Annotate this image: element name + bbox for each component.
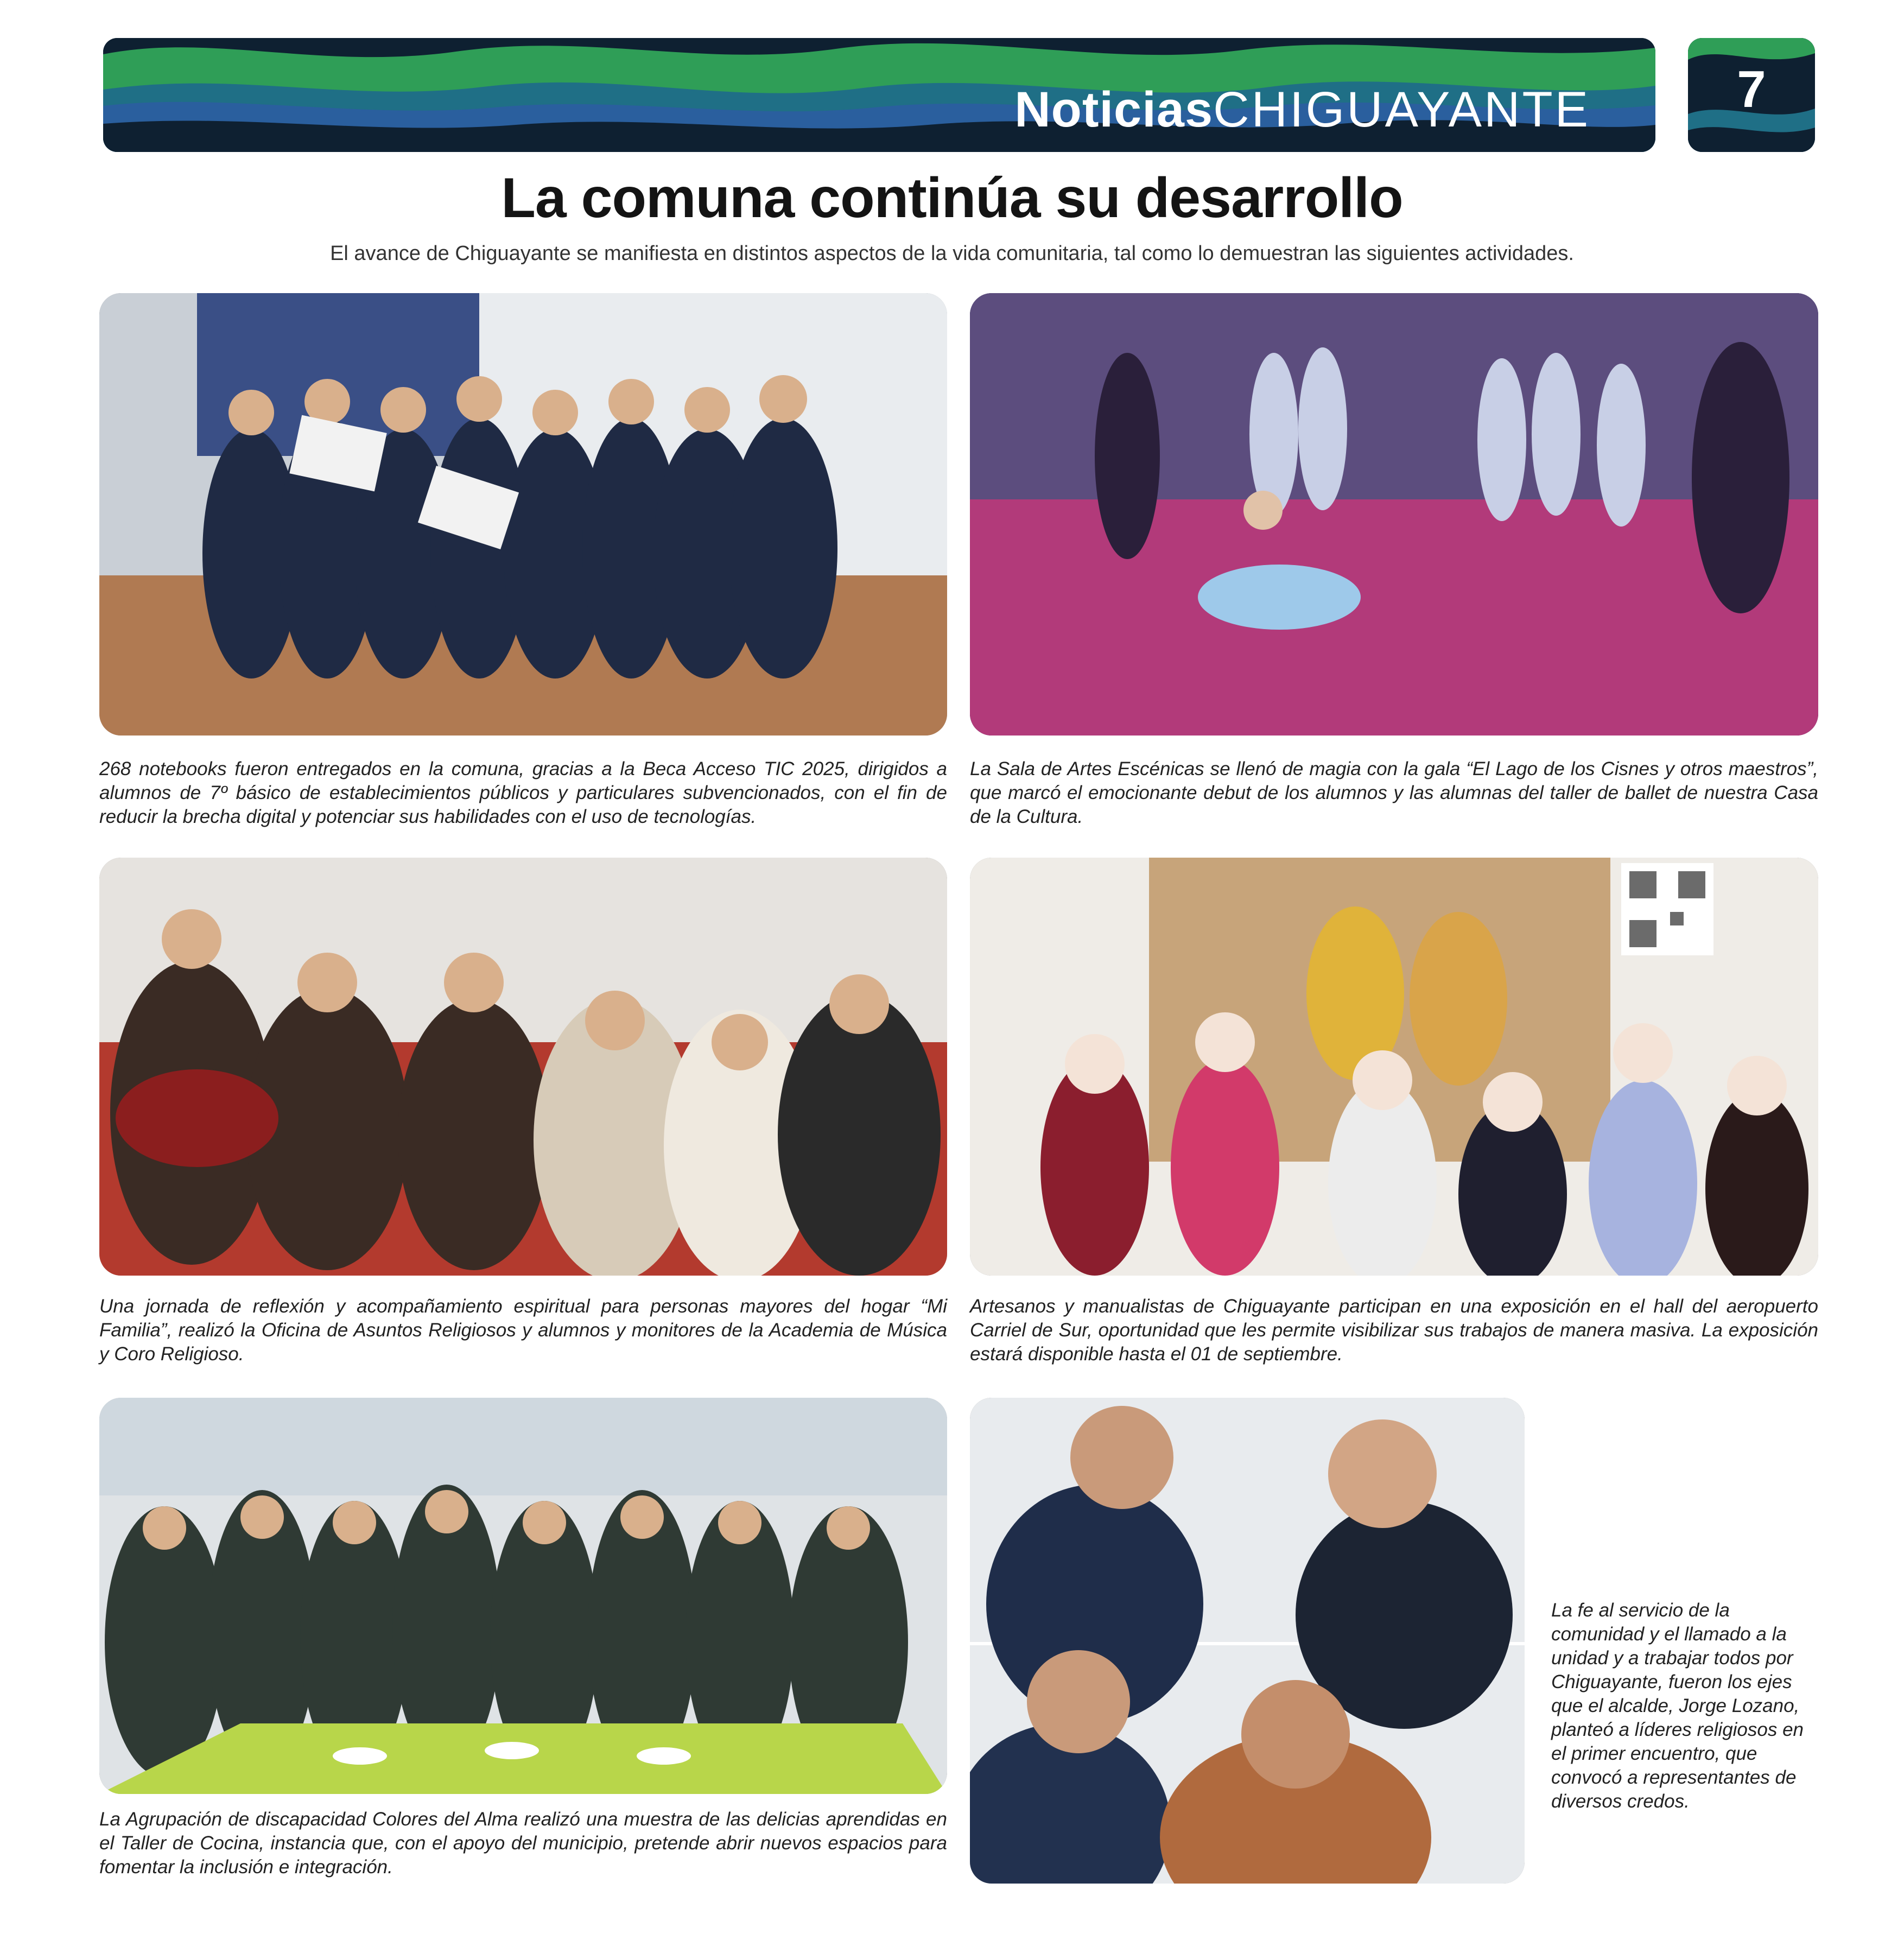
caption-notebooks: 268 notebooks fueron entregados en la comuna, gracias a la Beca Acceso TIC 2025, dirigidos a alumnos de 7º básico de establecimientos públicos y particulares subvencionados, con el fin de reducir la brecha digital y potenciar sus habilidades con el uso de tecnologías.: [99, 758, 947, 827]
page-number-box: [1688, 38, 1815, 152]
masthead-banner: [103, 38, 1655, 152]
page-number: 7: [1737, 60, 1766, 118]
cooking-workshop-group-photo: [99, 1398, 947, 1794]
handmade-dolls-exhibition-photo: [970, 858, 1818, 1276]
masthead-title-light: CHIGUAYANTE: [1213, 82, 1590, 137]
headline: La comuna continúa su desarrollo: [501, 167, 1403, 230]
religious-leaders-meeting-photo: [970, 1398, 1525, 1884]
subheadline: El avance de Chiguayante se manifiesta en distintos aspectos de la vida comunitaria, tal como lo demuestran las siguientes actividades.: [330, 242, 1574, 265]
caption-religious-leaders: La fe al servicio de la comunidad y el llamado a la unidad y a trabajar todos por Chiguayante, fueron los ejes que el alcalde, Jorge Lozano, planteó a líderes religiosos en el primer encuentro, que convocó a representantes de diversos credos.: [1551, 1600, 1804, 1812]
caption-ballet: La Sala de Artes Escénicas se llenó de magia con la gala “El Lago de los Cisnes y otros maestros”, que marcó el emocionante debut de los alumnos y las alumnas del taller de ballet de nuestra Casa de la Cultura.: [970, 758, 1818, 827]
caption-cooking-workshop: La Agrupación de discapacidad Colores del Alma realizó una muestra de las delicias aprendidas en el Taller de Cocina, instancia que, con el apoyo del municipio, pretende abrir nuevos espacios para fomentar la inclusión e integración.: [99, 1809, 947, 1878]
caption-senior-home: Una jornada de reflexión y acompañamiento espiritual para personas mayores del hogar “Mi Familia”, realizó la Oficina de Asuntos Religiosos y alumnos y monitores de la Academia de Música y Coro Religioso.: [99, 1296, 947, 1365]
masthead-title-bold: Noticias: [1014, 82, 1214, 137]
caption-dolls-exhibition: Artesanos y manualistas de Chiguayante participan en una exposición en el hall del aeropuerto Carriel de Sur, oportunidad que les permite visibilizar sus trabajos de manera masiva. La exposición estará disponible hasta el 01 de septiembre.: [970, 1296, 1818, 1365]
masthead-title: [1014, 77, 1590, 142]
ballet-gala-photo: [970, 293, 1818, 736]
students-with-notebooks-photo: [99, 293, 947, 736]
senior-home-visit-photo: [99, 858, 947, 1276]
